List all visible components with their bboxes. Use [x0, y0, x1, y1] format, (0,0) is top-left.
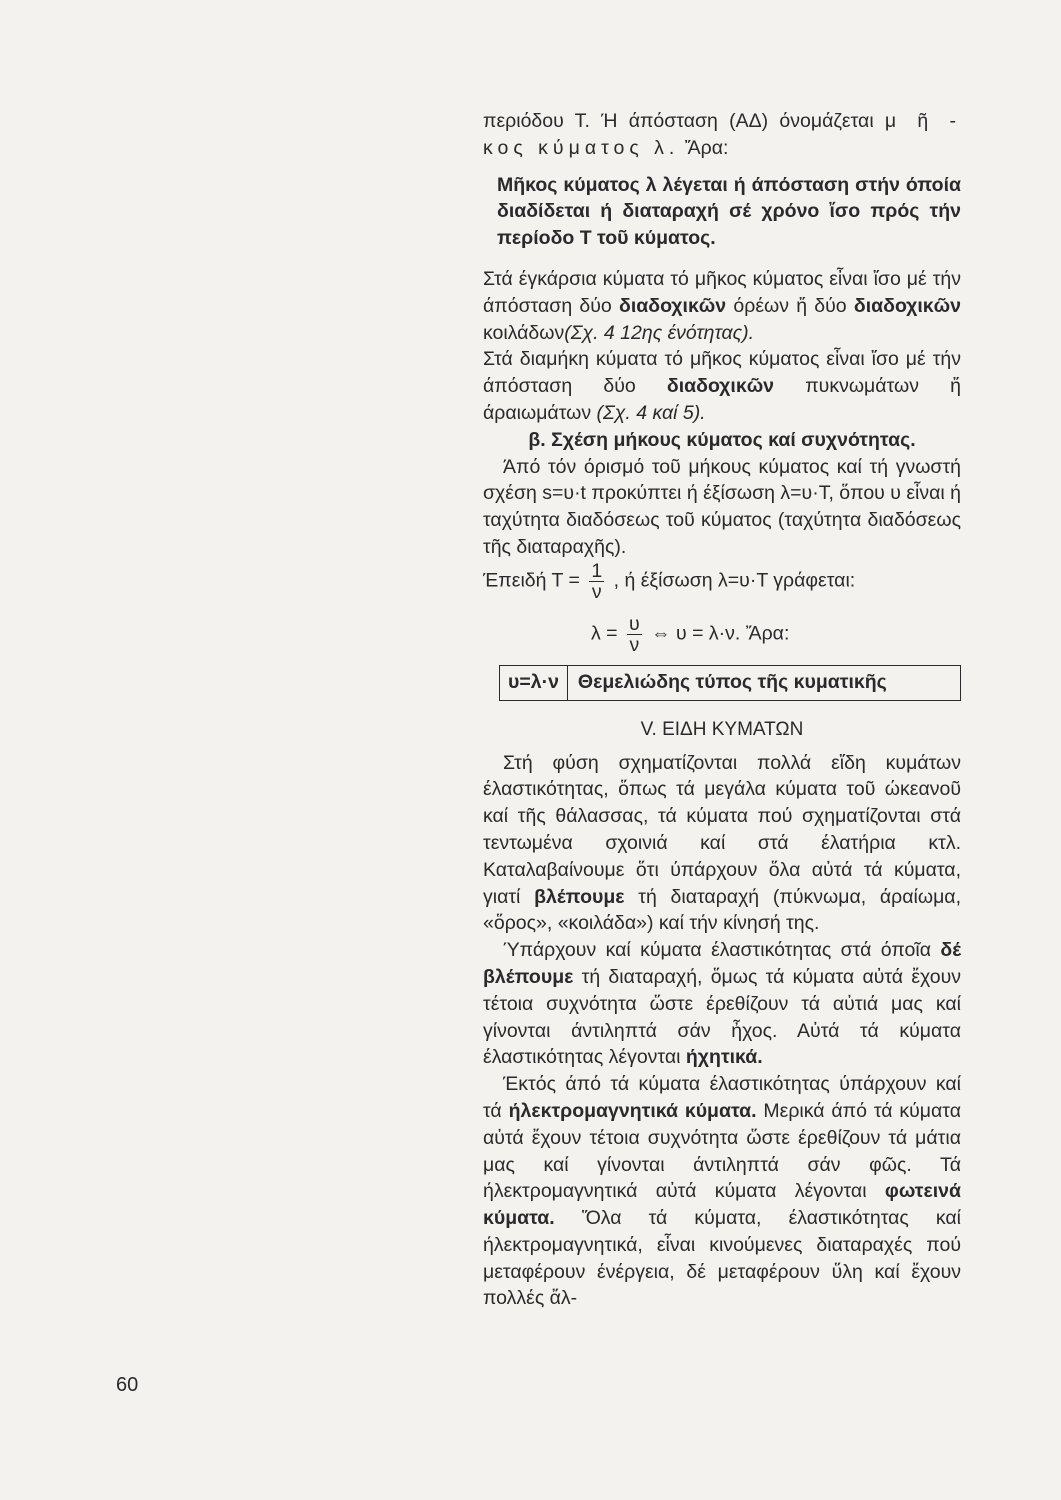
paragraph-elastic-waves: Στή φύση σχηματίζονται πολλά εἴδη κυμάτων έλαστικότητας, ὅπως τά μεγάλα κύματα τοῦ ώκεανοῦ καί τῆς θάλασσας, τά κύματα πού σχηματίζονται στά τεντωμένα σχοινιά καί στά έλατήρια κτλ. Καταλαβαίνουμε ὅτι ύπάρχουν ὅλα αὐτά τά κύματα, γιατί βλέπουμε τή διαταραχή (πύκνωμα, άραίωμα, «ὅρος», «κοιλάδα») καί τήν κίνησή της.	[483, 751, 961, 935]
paragraph-transverse: Στά έγκάρσια κύματα τό μῆκος κύματος εἶναι ἴσο μέ τήν άπόσταση δύο διαδοχικῶν όρέων ἤ δύο διαδοχικῶν κοιλάδων(Σχ. 4 12ης ένότητας).	[483, 267, 961, 344]
page-number: 60	[116, 1374, 139, 1396]
fundamental-formula-box	[499, 665, 961, 701]
paragraph-intro: περιόδου Τ. Ή άπόσταση (ΑΔ) όνομάζεται μ ῆ - κος κύματος λ. Ἄρα:	[483, 110, 961, 159]
definition-bold: Μῆκος κύματος λ λέγεται ή άπόσταση στήν όποία διαδίδεται ή διαταραχή σέ χρόνο ἴσο πρός τήν περίοδο Τ τοῦ κύματος.	[497, 173, 961, 250]
subheading-b: β. Σχέση μήκους κύματος καί συχνότητας.	[528, 428, 916, 451]
paragraph-longitudinal: Στά διαμήκη κύματα τό μῆκος κύματος εἶναι ἴσο μέ τήν άπόσταση δύο διαδοχικῶν πυκνωμάτων ἤ άραιωμάτων (Σχ. 4 καί 5).	[483, 348, 961, 424]
paragraph-em-waves: Έκτός άπό τά κύματα έλαστικότητας ύπάρχουν καί τά ήλεκτρομαγνητικά κύματα. Μερικά άπό τά κύματα αὐτά ἔχουν τέτοια συχνότητα ὥστε έρεθίζουν τά μάτια μας καί γίνονται άντιληπτά σάν φῶς. Τά ήλεκτρομαγνητικά αὐτά κύματα λέγονται φωτεινά κύματα. Ὅλα τά κύματα, έλαστικότητας καί ήλεκτρομαγνητικά, εἶναι κινούμενες διαταραχές πού μεταφέρουν ένέργεια, δέ μεταφέρουν ὕλη καί ἔχουν πολλές ἄλ-	[483, 1073, 962, 1310]
fraction-1-over-nu: $\frac{1}{\nu}$	[591, 559, 603, 603]
spaced-term: μ ῆ -	[884, 110, 961, 132]
formula: υ=λ·ν	[500, 666, 568, 700]
spaced-term: κος κύματος λ.	[483, 136, 680, 159]
paragraph-sound-waves: Ύπάρχουν καί κύματα έλαστικότητας στά όποῖα δέ βλέπουμε τή διαταραχή, ὅμως τά κύματα αὐτά ἔχουν τέτοια συχνότητα ὥστε έρεθίζουν τά αὐτιά μας καί γίνονται άντιληπτά σάν ἦχος. Αὐτά τά κύματα έλαστικότητας λέγονται ήχητικά.	[483, 939, 961, 1069]
section-heading: V. ΕΙΔΗ ΚΥΜΑΤΩΝ	[640, 718, 804, 740]
fraction-u-over-nu: $\frac{\upsilon}{\nu}$	[628, 612, 640, 656]
text-column	[483, 108, 961, 1312]
equation-wavelength: λ = $\frac{\upsilon}{\nu}$ ⇔ υ = λ·ν. Ἄρα:	[591, 612, 790, 656]
paragraph-relation: Άπό τόν όρισμό τοῦ μήκους κύματος καί τή γνωστή σχέση s=υ·t προκύπτει ή έξίσωση λ=υ·Τ, ὅπου υ εἶναι ή ταχύτητα διαδόσεως τοῦ κύματος (ταχύτητα διαδόσεως τῆς διαταραχῆς).	[483, 455, 961, 558]
formula-title: Θεμελιώδης τύπος τῆς κυματικῆς	[577, 671, 887, 694]
equation-period: Έπειδή Τ = $\frac{1}{\nu}$ , ή έξίσωση λ=υ·Τ γράφεται:	[483, 559, 856, 603]
